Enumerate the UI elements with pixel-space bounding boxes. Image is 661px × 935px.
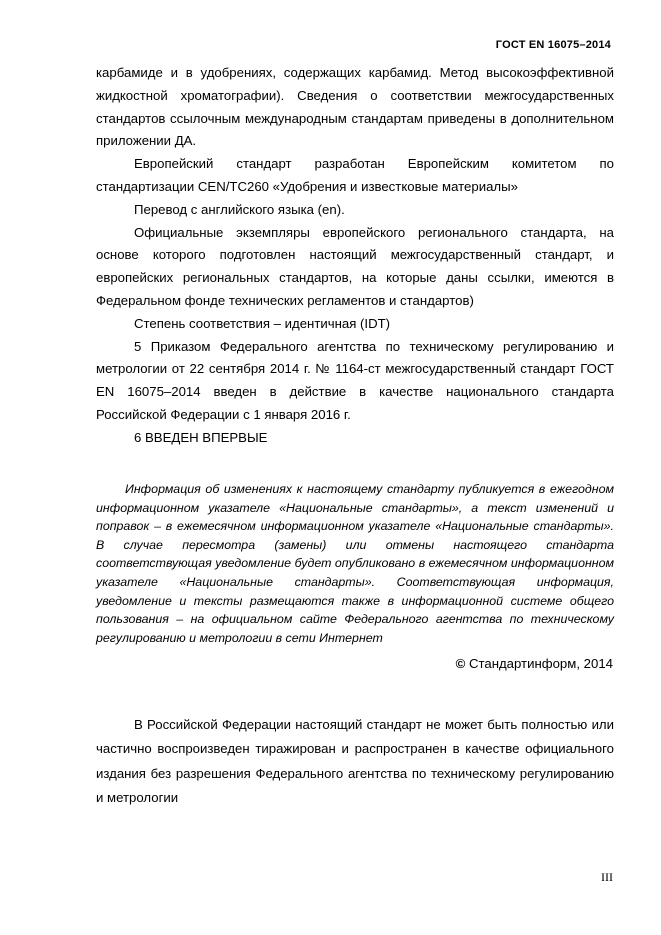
copyright-line [456,656,613,672]
paragraph-official-copies: Официальные экземпляры европейского регионального стандарта, на основе которого подготовлен настоящий межгосударственный стандарт, и европейских региональных стандартов, на которые даны ссылки, имеются в Федеральном фонде технических регламентов и стандартов) [96,224,614,308]
paragraph-developer: Европейский стандарт разработан Европейским комитетом по стандартизации CEN/TC260 «Удобрения и известковые материалы» [96,156,614,194]
paragraph-introduced: 6 ВВЕДЕН ВПЕРВЫЕ [134,429,268,445]
copyright-icon: © [455,656,466,671]
reproduction-notice [96,713,614,811]
paragraph-conformity: Степень соответствия – идентичная (IDT) [134,315,391,331]
copyright-text: Стандартинформ, 2014 [468,656,613,671]
main-text [96,62,614,450]
paragraph-translation: Перевод с английского языка (en). [134,201,345,217]
reproduction-notice-text: В Российской Федерации настоящий стандарт не может быть полностью или частично воспроизведен тиражирован и распространен в качестве официального издания без разрешения Федерального агентства по техническому регулированию и метрологии [96,717,614,806]
changes-info-text: Информация об изменениях к настоящему стандарту публикуется в ежегодном информационном указателе «Национальные стандарты», а текст изменений и поправок – в ежемесячном информационном указателе «Национальные стандарты». В случае пересмотра (замены) или отмены настоящего стандарта соответствующая уведомление будет опубликовано в ежемесячном информационном указателе «Национальные стандарты». Соответствующая информация, уведомление и тексты размещаются также в информационной системе общего пользования – на официальном сайте Федерального агентства по техническому регулированию и метрологии в сети Интернет [96,482,614,645]
changes-info-block [96,480,614,647]
paragraph-continuation: карбамиде и в удобрениях, содержащих карбамид. Метод высокоэффективной жидкостной хроматографии). Сведения о соответствии межгосударственных стандартов ссылочным международным стандартам приведены в дополнительном приложении ДА. [96,65,614,149]
document-code-header: ГОСТ EN 16075–2014 [495,39,611,51]
paragraph-order: 5 Приказом Федерального агентства по техническому регулированию и метрологии от 22 сентября 2014 г. № 1164-ст межгосударственный стандарт ГОСТ EN 16075–2014 введен в действие в качестве национального стандарта Российской Федерации с 1 января 2016 г. [96,338,614,422]
page-number: III [601,870,613,884]
